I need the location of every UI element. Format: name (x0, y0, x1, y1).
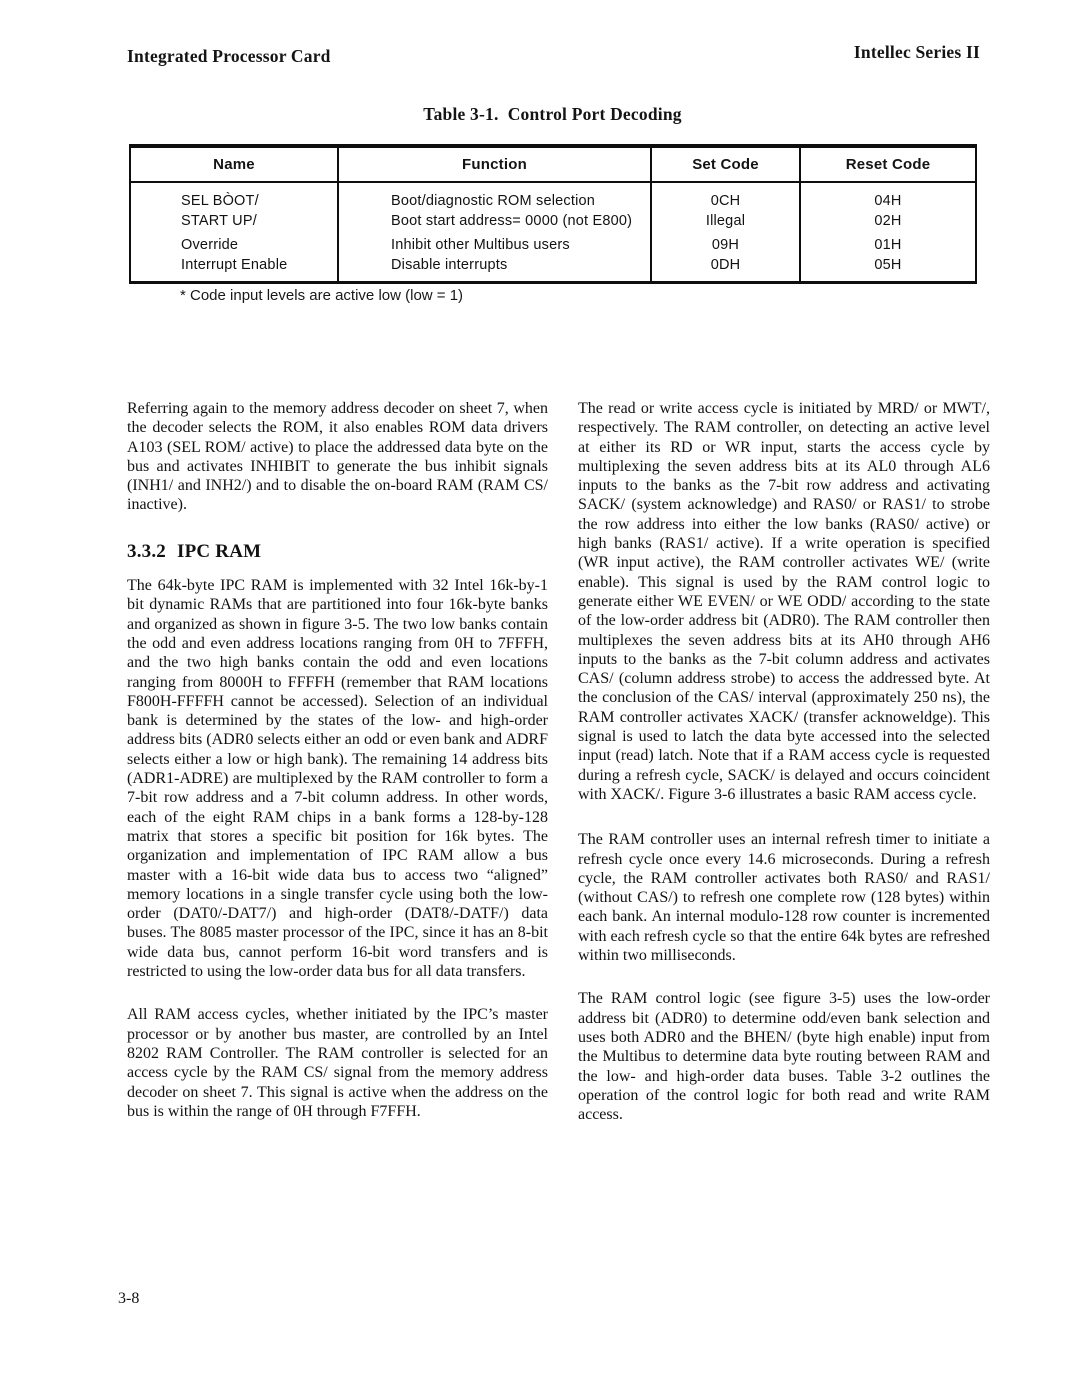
table-cell-set-code: Illegal (651, 209, 800, 233)
paragraph-access-cycle: The read or write access cycle is initiated by MRD/ or MWT/, respectively. The RAM controller, on detecting an active level at either its RD or WR input, starts the access cycle by multiplexing the seven address bits at its AL0 through AL6 inputs to the banks as the 7-bit row address and activating SACK/ (system acknowledge) and RAS0/ or RAS1/ to strobe the row address into either the low banks (RAS0/ active) or high banks (RAS1/ active). If a write operation is specified (WR input active), the RAM controller activates WE/ (write enable). This signal is used by the RAM control logic to generate either WE EVEN/ or WE ODD/ according to the state of the low-order address bit (ADR0). The RAM controller then multiplexes the seven address bits at its AH0 through AH6 inputs to the banks as the 7-bit column address and activates CAS/ (column address strobe) to access the addressed byte. At the conclusion of the CAS/ interval (approximately 250 ns), the RAM controller activates XACK/ (transfer acknoweldge). This signal is used to latch the data byte accessed into the selected input (read) latch. Note that if a RAM access cycle is requested during a refresh cycle, SACK/ is delayed and occurs coincident with XACK/. Figure 3-6 illustrates a basic RAM access cycle. (578, 400, 990, 803)
table-row (130, 257, 976, 283)
section-number: 3.3.2 (127, 540, 166, 562)
column-header-name: Name (130, 146, 338, 182)
table-footnote: * Code input levels are active low (low = 1) (180, 287, 464, 304)
right-column (578, 399, 990, 1124)
column-header-function: Function (338, 146, 651, 182)
table-cell-function: Boot/diagnostic ROM selection (338, 182, 651, 209)
table-cell-name: SEL BÒOT/ (181, 193, 259, 209)
table-cell-reset-code: 01H (800, 233, 976, 257)
page-number: 3-8 (118, 1290, 140, 1307)
table-cell-function: Boot start address= 0000 (not E800) (338, 209, 651, 233)
left-column (127, 399, 548, 1121)
running-header-right: Intellec Series II (853, 42, 980, 62)
column-header-reset-code: Reset Code (800, 146, 976, 182)
table-cell-name: START UP/ (181, 213, 257, 229)
table-cell-reset-code: 02H (800, 209, 976, 233)
table-row (130, 209, 976, 233)
table-row (130, 182, 976, 209)
table-cell-function: Disable interrupts (338, 257, 651, 283)
table-cell-reset-code: 04H (800, 182, 976, 209)
table-cell-set-code: 0DH (651, 257, 800, 283)
table-row (130, 233, 976, 257)
table-cell-reset-code: 05H (800, 257, 976, 283)
table-title: Table 3-1. Control Port Decoding (423, 104, 682, 124)
paragraph-ram-access: All RAM access cycles, whether initiated by the IPC’s master processor or by another bus master, are controlled by an Intel 8202 RAM Controller. The RAM controller is selected for an access cycle by the RAM CS/ signal from the memory address decoder on sheet 7. This signal is active when the address on the bus is within the range of 0H through F7FFH. (127, 1006, 548, 1120)
column-header-set-code: Set Code (651, 146, 800, 182)
table-cell-name: Override (181, 237, 239, 253)
table-cell-name: Interrupt Enable (181, 257, 288, 273)
paragraph-ipc-ram: The 64k-byte IPC RAM is implemented with 32 Intel 16k-by-1 bit dynamic RAMs that are partitioned into four 16k-byte banks and organized as shown in figure 3-5. The two low banks contain the odd and even address locations ranging from 0H to 7FFFH, and the two high banks contain the odd and even locations ranging from 8000H to FFFFH (remember that RAM locations F800H-FFFFH cannot be accessed). Selection of an individual bank is determined by the states of the low- and high-order address bits (ADR0 selects either an odd or even bank and ADRF selects either a low or high bank). The remaining 14 address bits (ADR1-ADRE) are multiplexed by the RAM controller to form a 7-bit row address and a 7-bit column address. In other words, each of the eight RAM chips in a bank forms a 128-by-128 matrix that stores a specific bit position for 16k bytes. The organization and implementation of IPC RAM allow a bus master with a 16-bit wide data bus to access two “aligned” memory locations in a single transfer cycle using both the low-order (DAT0/-DAT7/) and high-order (DAT8/-DATF/) data buses. The 8085 master processor of the IPC, since it has an 8-bit wide data bus, cannot perform 16-bit word transfers and is restricted to using the low-order data bus for all data transfers. (127, 577, 548, 981)
table-header-row (130, 146, 976, 182)
control-port-decoding-table (129, 144, 977, 284)
table-cell-set-code: 0CH (651, 182, 800, 209)
paragraph-control-logic: The RAM control logic (see figure 3-5) uses the low-order address bit (ADR0) to determine odd/even bank selection and uses both ADR0 and the BHEN/ (byte high enable) input from the Multibus to determine data byte routing between RAM and the low- and high-order data buses. Table 3-2 outlines the operation of the control logic for both read and write RAM access. (578, 990, 990, 1124)
table-cell-set-code: 09H (651, 233, 800, 257)
running-header-left: Integrated Processor Card (127, 46, 331, 66)
section-title: IPC RAM (177, 540, 262, 562)
section-heading (127, 542, 548, 561)
table-cell-function: Inhibit other Multibus users (338, 233, 651, 257)
paragraph-rom-decoder: Referring again to the memory address decoder on sheet 7, when the decoder selects the ROM, it also enables ROM data drivers A103 (SEL ROM/ active) to place the addressed data byte on the bus and activates INHIBIT to generate the bus inhibit signals (INH1/ and INH2/) and to disable the on-board RAM (RAM CS/ inactive). (127, 400, 548, 514)
paragraph-refresh: The RAM controller uses an internal refresh timer to initiate a refresh cycle once every 14.6 microseconds. During a refresh cycle, the RAM controller activates both RAS0/ and RAS1/ (without CAS/) to refresh one complete row (128 bytes) within each bank. An internal modulo-128 row counter is incremented with each refresh cycle so that the entire 64k bytes are refreshed within two milliseconds. (578, 831, 990, 965)
